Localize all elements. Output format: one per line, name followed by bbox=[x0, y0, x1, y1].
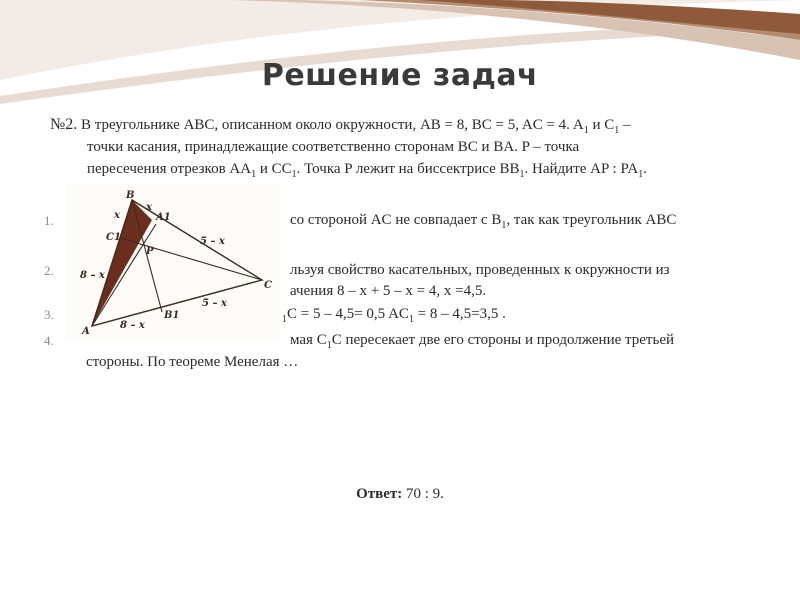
problem-line1: В треугольнике ABC, описанном около окружности, AB = 8, BC = 5, AC = 4. $A_1$ и $C_1$ – bbox=[81, 117, 631, 136]
label-8x-bottom: 8 – x bbox=[120, 320, 145, 331]
triangle-figure bbox=[66, 184, 280, 340]
label-c1: C1 bbox=[106, 232, 121, 243]
answer-label: Ответ: bbox=[356, 486, 403, 502]
label-a1: A1 bbox=[156, 212, 171, 223]
label-c: C bbox=[264, 280, 272, 291]
slide-title: Решение задач bbox=[261, 58, 539, 93]
label-5x-top: 5 – x bbox=[200, 236, 225, 247]
answer-line bbox=[0, 486, 800, 503]
label-x-right: x bbox=[146, 202, 152, 213]
problem-line3: пересечения отрезков $AA_1$ и $CC_1$. Точка P лежит на биссектрисе $BB_1$. Найдите AP : $PA_1$. bbox=[87, 161, 648, 180]
label-x-left: x bbox=[114, 210, 120, 221]
problem-statement bbox=[50, 114, 762, 180]
problem-number: №2. bbox=[50, 116, 78, 133]
label-a: A bbox=[82, 326, 90, 337]
header-decoration bbox=[0, 0, 800, 110]
label-p: P bbox=[146, 246, 154, 257]
label-b1: B1 bbox=[164, 310, 180, 321]
segment-cc1 bbox=[120, 238, 262, 280]
label-8x-left: 8 – x bbox=[80, 270, 105, 281]
problem-line2: точки касания, принадлежащие соответственно сторонам BC и BA. P – точка bbox=[87, 139, 580, 155]
answer-value: 70 : 9. bbox=[402, 486, 444, 502]
shaded-region bbox=[92, 200, 152, 326]
label-5x-bottom: 5 – x bbox=[202, 298, 227, 309]
label-b: B bbox=[126, 190, 135, 201]
